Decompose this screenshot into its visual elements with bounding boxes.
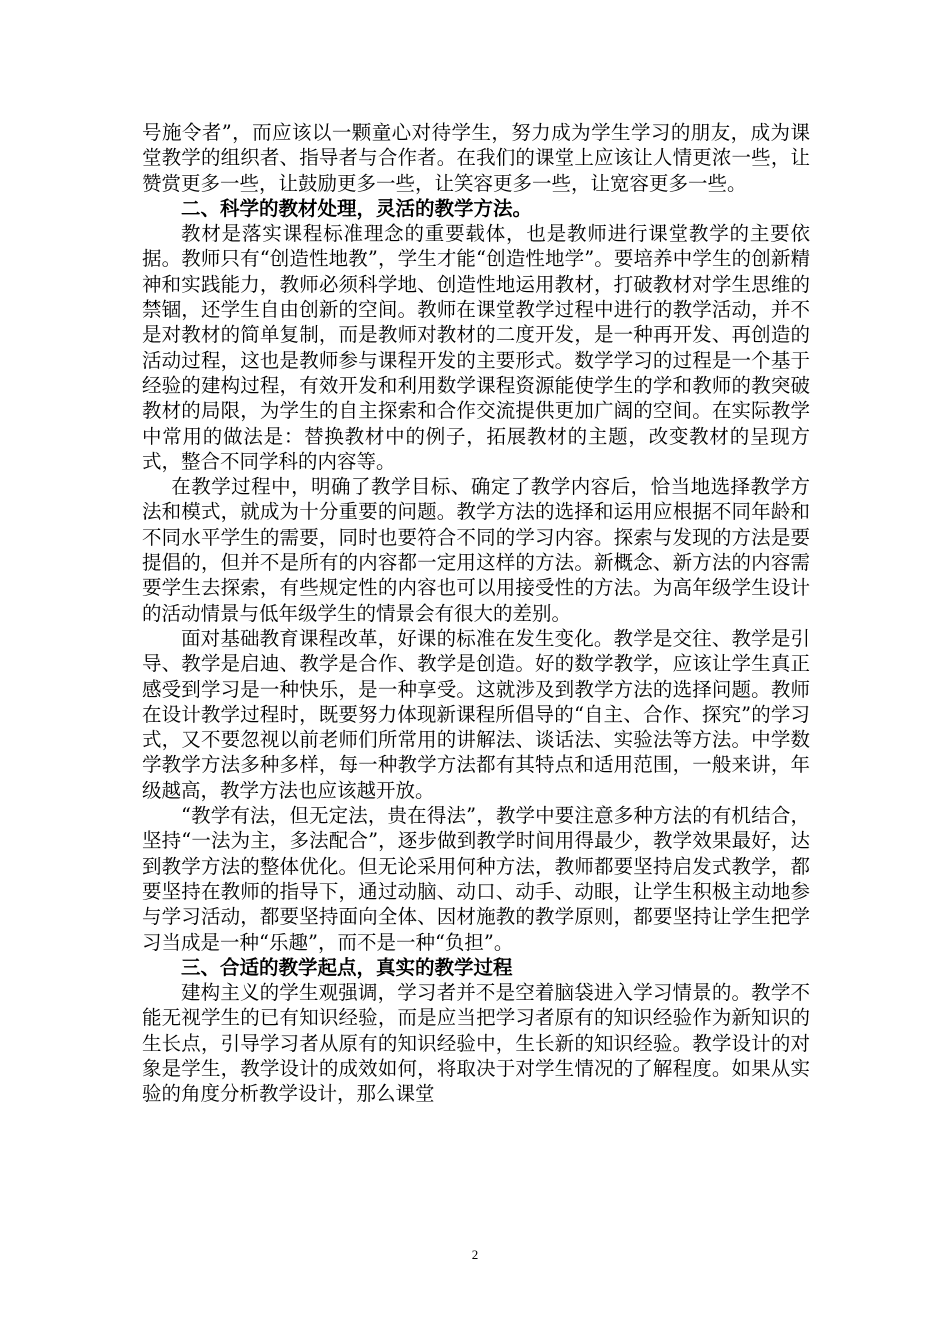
paragraph-teaching-process: 在教学过程中，明确了教学目标、确定了教学内容后，恰当地选择教学方法和模式，就成为十分重要的问题。教学方法的选择和运用应根据不同年龄和不同水平学生的需要，同时也要符合不同的学习内容。探索与发现的方法是要提倡的，但并不是所有的内容都一定用这样的方法。新概念、新方法的内容需要学生去探索，有些规定性的内容也可以用接受性的方法。为高年级学生设计的活动情景与低年级学生的情景会有很大的差别。 xyxy=(142,475,810,625)
section-heading-2: 二、科学的教材处理，灵活的教学方法。 xyxy=(181,196,533,220)
paragraph-teaching-materials: 教材是落实课程标准理念的重要载体，也是教师进行课堂教学的主要依据。教师只有“创造性地教”，学生才能“创造性地学”。要培养中学生的创新精神和实践能力，教师必须科学地、创造性地运用教材，打破教材对学生思维的禁锢，还学生自由创新的空间。教师在课堂教学过程中进行的教学活动，并不是对教材的简单复制，而是教师对教材的二度开发，是一种再开发、再创造的活动过程，这也是教师参与课程开发的主要形式。数学学习的过程是一个基于经验的建构过程，有效开发和利用数学课程资源能使学生的学和教师的教突破教材的局限，为学生的自主探索和合作交流提供更加广阔的空间。在实际教学中常用的做法是：替换教材中的例子，拓展教材的主题，改变教材的呈现方式，整合不同学科的内容等。 xyxy=(142,222,810,473)
paragraph-continuation: 号施令者”，而应该以一颗童心对待学生，努力成为学生学习的朋友，成为课堂教学的组织者、指导者与合作者。在我们的课堂上应该让人情更浓一些，让赞赏更多一些，让鼓励更多一些，让笑容更多一些，让宽容更多一些。 xyxy=(142,121,810,195)
document-body xyxy=(142,120,810,1107)
section-heading-3: 三、合适的教学起点，真实的教学过程 xyxy=(181,955,513,979)
paragraph-teaching-methods: “教学有法，但无定法，贵在得法”，教学中要注意多种方法的有机结合，坚持“一法为主，多法配合”，逐步做到教学时间用得最少，教学效果最好，达到教学方法的整体优化。但无论采用何种方法，教师都要坚持启发式教学，都要坚持在教师的指导下，通过动脑、动口、动手、动眼，让学生积极主动地参与学习活动，都要坚持面向全体、因材施教的教学原则，都要坚持让学生把学习当成是一种“乐趣”，而不是一种“负担”。 xyxy=(142,804,810,954)
paragraph-constructivism: 建构主义的学生观强调，学习者并不是空着脑袋进入学习情景的。教学不能无视学生的已有知识经验，而是应当把学习者原有的知识经验作为新知识的生长点，引导学习者从原有的知识经验中，生长新的知识经验。教学设计的对象是学生，教学设计的成效如何，将取决于对学生情况的了解程度。如果从实验的角度分析教学设计，那么课堂 xyxy=(142,981,810,1106)
page-number: 2 xyxy=(471,1247,479,1262)
paragraph-curriculum-reform: 面对基础教育课程改革，好课的标准在发生变化。教学是交往、教学是引导、教学是启迪、教学是合作、教学是创造。好的数学教学，应该让学生真正感受到学习是一种快乐，是一种享受。这就涉及到教学方法的选择问题。教师在设计教学过程时，既要努力体现新课程所倡导的“自主、合作、探究”的学习式，又不要忽视以前老师们所常用的讲解法、谈话法、实验法等方法。中学数学教学方法多种多样，每一种教学方法都有其特点和适用范围，一般来讲，年级越高，教学方法也应该越开放。 xyxy=(142,626,810,802)
